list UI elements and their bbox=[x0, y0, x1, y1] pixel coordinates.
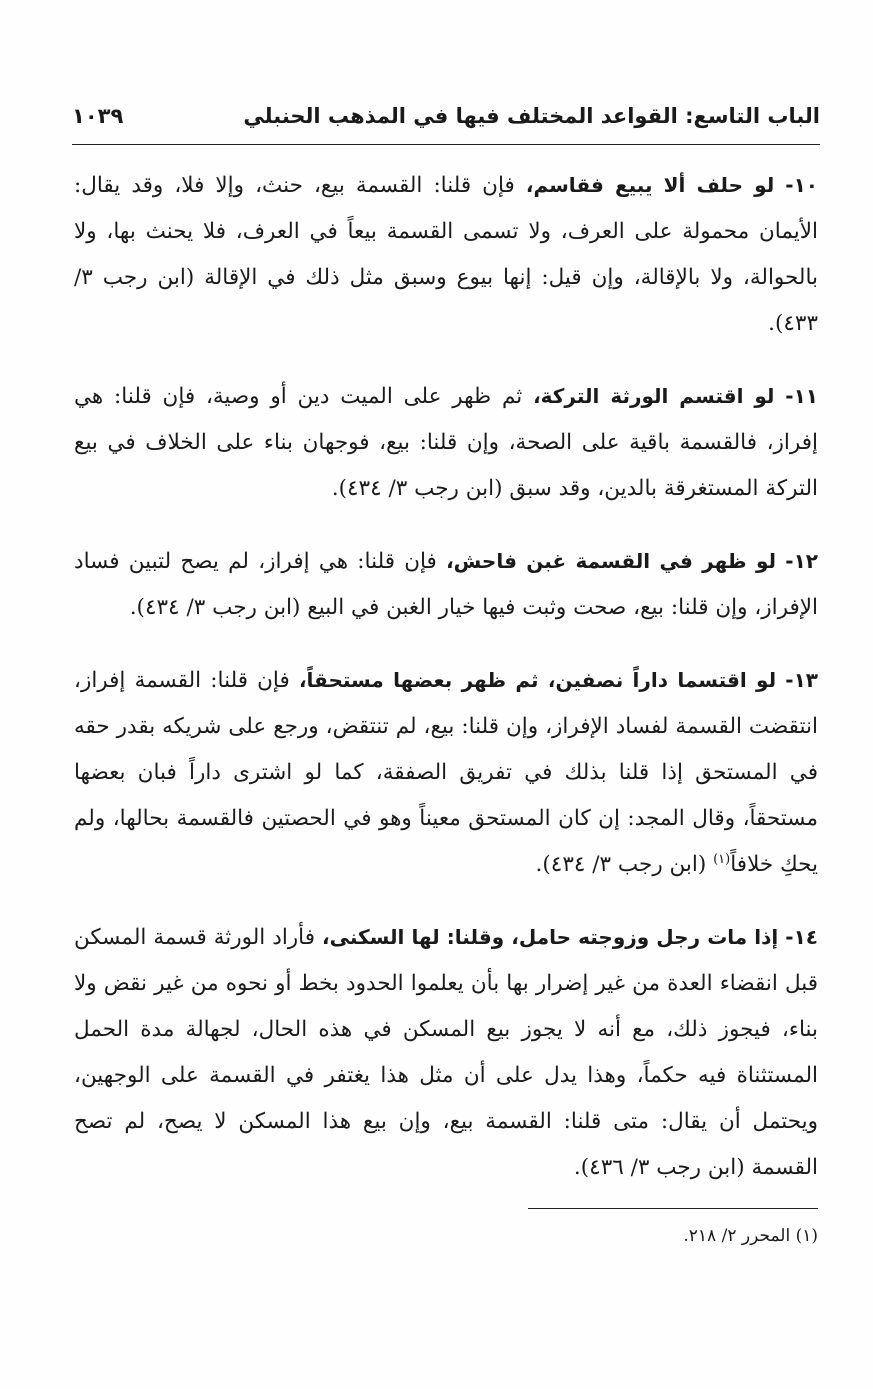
paragraph-text: ثم ظهر على الميت دين أو وصية، فإن قلنا: هي إفراز، فالقسمة باقية على الصحة، وإن قلنا: بيع، فوجهان بناء على الخلاف في بيع التركة المستغرقة بالدين، وقد سبق bbox=[74, 384, 818, 501]
paragraph-lead: لو اقتسم الورثة التركة، bbox=[533, 384, 775, 408]
footnote: (١) المحرر ٢/ ٢١٨. bbox=[683, 1226, 818, 1246]
paragraph-lead: لو ظهر في القسمة غبن فاحش، bbox=[446, 549, 777, 573]
paragraph-10 bbox=[74, 162, 818, 347]
citation: (ابن رجب ٣/ ٤٣٤). bbox=[129, 595, 301, 620]
paragraph-text: فإن قلنا: القسمة بيع، حنث، وإلا فلا، وقد يقال: الأيمان محمولة على العرف، ولا تسمى القسمة بيعاً في العرف، فلا يحنث بها، ولا بالحوالة، ولا بالإقالة، وإن قيل: إنها بيوع وسبق مثل ذلك في الإقالة bbox=[74, 173, 818, 290]
paragraph-lead: لو حلف ألا يبيع فقاسم، bbox=[525, 173, 775, 197]
paragraph-text: فإن قلنا: هي إفراز، لم يصح لتبين فساد الإفراز، وإن قلنا: بيع، صحت وثبت فيها خيار الغبن في البيع bbox=[74, 549, 818, 620]
paragraph-number: ١٤- bbox=[785, 925, 818, 949]
paragraph-number: ١٣- bbox=[785, 668, 818, 692]
citation: (ابن رجب ٣/ ٤٣٦). bbox=[573, 1155, 745, 1180]
footnote-divider bbox=[528, 1208, 818, 1209]
chapter-title: الباب التاسع: القواعد المختلف فيها في المذهب الحنبلي bbox=[243, 104, 820, 128]
citation: (ابن رجب ٣/ ٤٣٣). bbox=[74, 265, 818, 336]
running-header bbox=[72, 96, 820, 136]
header-divider bbox=[72, 144, 820, 145]
paragraph-lead: إذا مات رجل وزوجته حامل، وقلنا: لها السكنى، bbox=[322, 925, 779, 949]
paragraph-text: فإن قلنا: القسمة إفراز، انتقضت القسمة لفساد الإفراز، وإن قلنا: بيع، لم تنتقض، ورجع على شريكه بقدر حقه في المستحق إذا قلنا بذلك في تفريق الصفقة، كما لو اشترى داراً فبان بعضها مستحقاً، وقال المجد: إن كان المستحق معيناً وهو في الحصتين فالقسمة بحالها، ولم يحكِ خلافاً bbox=[74, 668, 818, 877]
citation: (ابن رجب ٣/ ٤٣٤). bbox=[331, 476, 503, 501]
paragraph-14 bbox=[74, 914, 818, 1191]
paragraph-number: ١٢- bbox=[785, 549, 818, 573]
paragraph-number: ١٠- bbox=[785, 173, 819, 197]
paragraph-number: ١١- bbox=[785, 384, 818, 408]
paragraph-11 bbox=[74, 373, 818, 512]
paragraph-12 bbox=[74, 538, 818, 631]
paragraph-13 bbox=[74, 657, 818, 888]
page-body bbox=[74, 162, 818, 1217]
footnote-marker[interactable]: (١) bbox=[713, 851, 731, 867]
paragraph-lead: لو اقتسما داراً نصفين، ثم ظهر بعضها مستحقاً، bbox=[298, 668, 777, 692]
citation: (ابن رجب ٣/ ٤٣٤). bbox=[535, 852, 707, 877]
paragraph-text: فأراد الورثة قسمة المسكن قبل انقضاء العدة من غير إضرار بها بأن يعلموا الحدود بخط أو نحوه من غير نقض ولا بناء، فيجوز ذلك، مع أنه لا يجوز بيع المسكن في هذه الحال، لجهالة مدة الحمل المستثناة فيه حكماً، وهذا يدل على أن مثل هذا يغتفر في القسمة على الوجهين، ويحتمل أن يقال: متى قلنا: القسمة بيع، وإن بيع هذا المسكن لا يصح، لم تصح القسمة bbox=[74, 925, 818, 1180]
page-number: ١٠٣٩ bbox=[72, 104, 124, 128]
